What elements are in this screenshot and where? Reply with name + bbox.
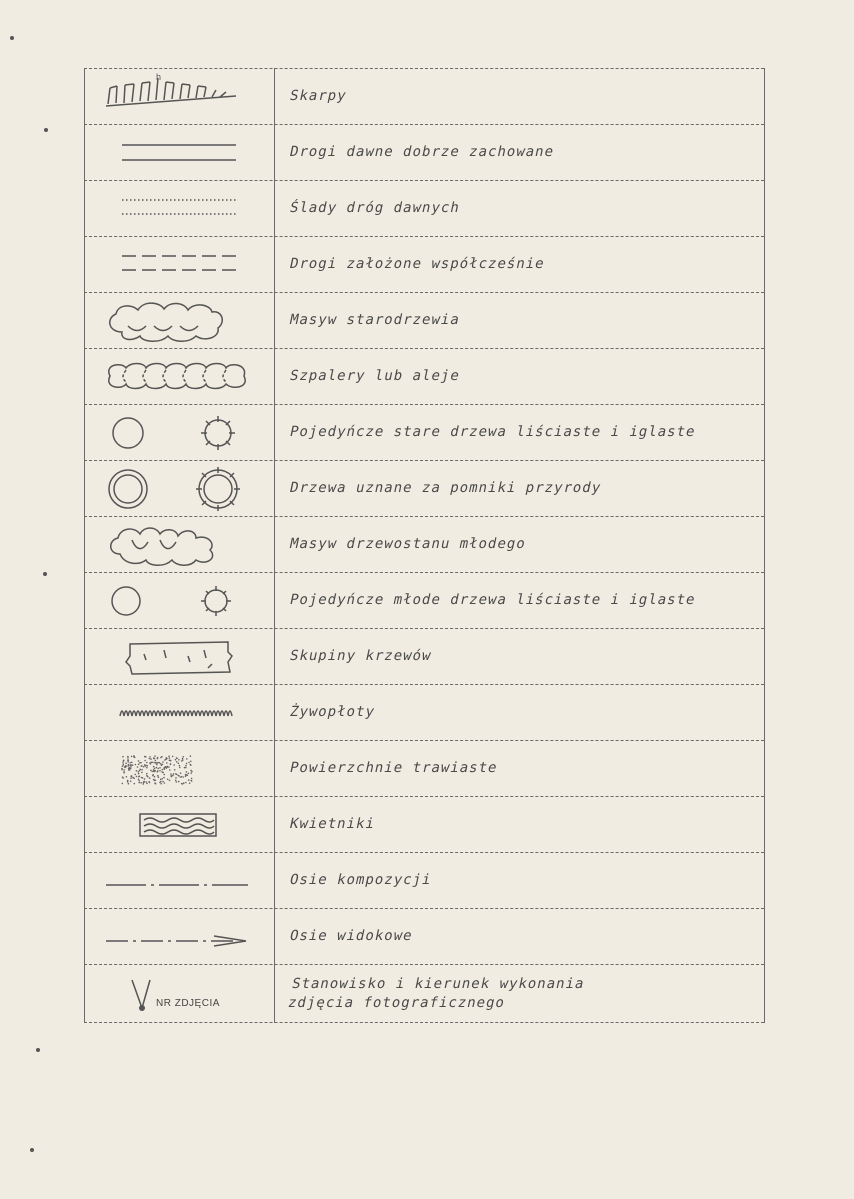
young-tree-mass-symbol (84, 516, 274, 572)
double-dotted-lines-symbol (84, 180, 274, 236)
legend-label: Osie widokowe (288, 928, 415, 944)
legend-row (84, 852, 764, 908)
legend-label: Pojedyńcze młode drzewa liściaste i iglaste (288, 592, 698, 608)
photo-number-note: NR ZDJĘCIA (156, 998, 220, 1009)
legend-label: Ślady dróg dawnych (288, 200, 462, 216)
grass-area-symbol (84, 740, 274, 796)
legend-label: Skupiny krzewów (288, 648, 434, 664)
flowerbed-symbol (84, 796, 274, 852)
legend-row (84, 236, 764, 292)
legend-row (84, 180, 764, 236)
shrub-group-symbol (84, 628, 274, 684)
legend-table (84, 68, 764, 1023)
legend-row (84, 684, 764, 740)
legend-row (84, 404, 764, 460)
legend-label: Stanowisko i kierunek wykonania zdjęcia fotograficznego (286, 976, 587, 1012)
legend-row (84, 124, 764, 180)
legend-label: Drogi dawne dobrze zachowane (288, 144, 556, 160)
legend-label: Żywopłoty (288, 704, 377, 720)
double-solid-lines-symbol (84, 124, 274, 180)
alley-symbol (84, 348, 274, 404)
legend-row (84, 908, 764, 964)
legend-row (84, 740, 764, 796)
legend-label: Szpalery lub aleje (288, 368, 462, 384)
legend-row (84, 460, 764, 516)
legend-label: Drzewa uznane za pomniki przyrody (288, 480, 603, 496)
punch-hole (30, 1148, 34, 1152)
legend-label: Drogi założone współcześnie (288, 256, 547, 272)
punch-hole (10, 36, 14, 40)
legend-row (84, 68, 764, 124)
punch-hole (36, 1048, 40, 1052)
hedge-symbol (84, 684, 274, 740)
legend-row (84, 348, 764, 404)
legend-label: Masyw starodrzewia (288, 312, 462, 328)
punch-hole (44, 128, 48, 132)
single-old-trees-symbol (84, 404, 274, 460)
legend-row (84, 796, 764, 852)
double-dashed-lines-symbol (84, 236, 274, 292)
legend-row (84, 572, 764, 628)
legend-row (84, 628, 764, 684)
legend-label: Kwietniki (288, 816, 377, 832)
composition-axis-symbol (84, 852, 274, 908)
legend-label: Masyw drzewostanu młodego (288, 536, 528, 552)
legend-row (84, 516, 764, 572)
legend-label: Pojedyńcze stare drzewa liściaste i iglaste (288, 424, 698, 440)
legend-label: Skarpy (288, 88, 349, 104)
old-tree-mass-symbol (84, 292, 274, 348)
svg-text:h: h (156, 72, 162, 82)
single-young-trees-symbol (84, 572, 274, 628)
punch-hole (43, 572, 47, 576)
legend-label: Powierzchnie trawiaste (288, 760, 500, 776)
legend-row (84, 964, 764, 1022)
row-divider (84, 1022, 764, 1023)
table-border-right (764, 68, 765, 1023)
photo-position-symbol (84, 964, 274, 1022)
legend-row (84, 292, 764, 348)
escarpment-symbol (84, 68, 274, 124)
legend-label: Osie kompozycji (288, 872, 434, 888)
nature-monument-trees-symbol (84, 460, 274, 516)
view-axis-symbol (84, 908, 274, 964)
